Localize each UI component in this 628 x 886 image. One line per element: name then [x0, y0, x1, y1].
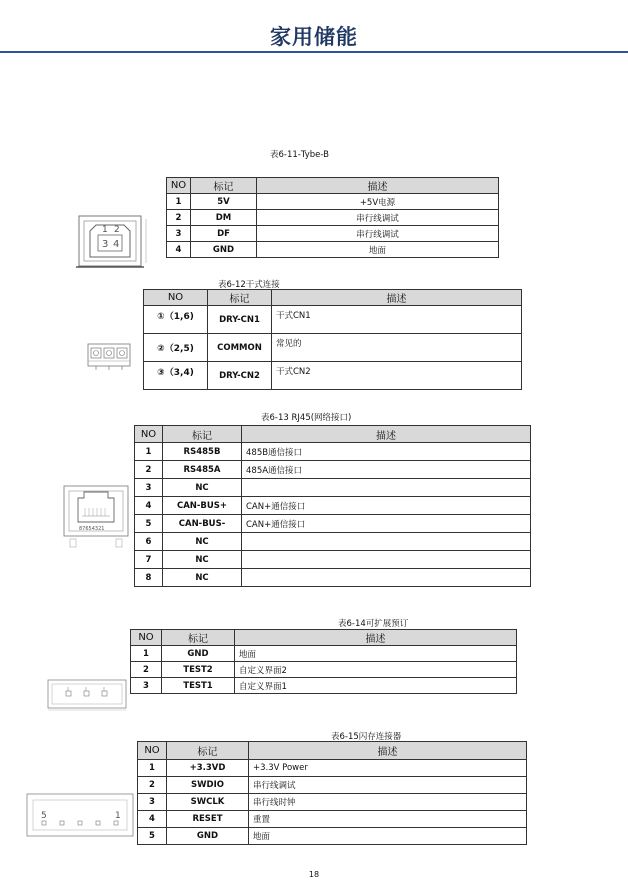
cell-no: 2 — [131, 662, 162, 678]
cell-description: CAN+通信接口 — [242, 497, 531, 515]
column-header-label: 标记 — [163, 426, 242, 443]
table-row — [144, 362, 522, 390]
cell-no: ②（2,5) — [144, 334, 208, 362]
table-row — [131, 646, 517, 662]
rj45-pin-numbers: 87654321 — [79, 526, 105, 532]
cell-label: GND — [167, 828, 249, 845]
table-row — [135, 479, 531, 497]
cell-description: 常见的 — [272, 334, 522, 362]
table-row — [138, 811, 527, 828]
usb-type-b-figure — [76, 213, 150, 271]
cell-description: 重置 — [249, 811, 527, 828]
cell-no: 5 — [135, 515, 163, 533]
table-dry-contact — [143, 289, 522, 390]
column-header-description: 描述 — [272, 290, 522, 306]
table-row — [167, 226, 499, 242]
rj45-connector-figure — [62, 484, 132, 550]
cell-description: 串行线调试 — [257, 226, 499, 242]
table-row — [135, 515, 531, 533]
column-header-no: NO — [167, 178, 191, 194]
cell-no: 3 — [167, 226, 191, 242]
page-title: 家用储能 — [270, 25, 358, 49]
cell-description: 串行线调试 — [257, 210, 499, 226]
cell-label: DF — [191, 226, 257, 242]
column-header-label: 标记 — [191, 178, 257, 194]
cell-description — [242, 479, 531, 497]
cell-label: NC — [163, 569, 242, 587]
cell-label: NC — [163, 533, 242, 551]
cell-label: RS485A — [163, 461, 242, 479]
cell-no: 2 — [167, 210, 191, 226]
header-pin-1-label: 1 — [115, 811, 121, 821]
table-row — [135, 497, 531, 515]
cell-no: 4 — [135, 497, 163, 515]
cell-description: 串行线调试 — [249, 777, 527, 794]
cell-no: 4 — [138, 811, 167, 828]
column-header-label: 标记 — [167, 742, 249, 760]
cell-label: COMMON — [208, 334, 272, 362]
cell-description: +5V电源 — [257, 194, 499, 210]
cell-no: 3 — [138, 794, 167, 811]
usb-pin-3-label: 3 — [102, 239, 109, 250]
cell-description: 自定义界面2 — [235, 662, 517, 678]
table-row — [167, 242, 499, 258]
cell-no: ①（1,6) — [144, 306, 208, 334]
table-row — [135, 461, 531, 479]
usb-pin-4-label: 4 — [113, 239, 120, 250]
cell-description — [242, 551, 531, 569]
cell-no: 3 — [131, 678, 162, 694]
table-row — [144, 334, 522, 362]
column-header-no: NO — [138, 742, 167, 760]
cell-label: TEST1 — [162, 678, 235, 694]
cell-description — [242, 533, 531, 551]
cell-label: RESET — [167, 811, 249, 828]
cell-no: 3 — [135, 479, 163, 497]
cell-description: +3.3V Power — [249, 760, 527, 777]
cell-no: 1 — [167, 194, 191, 210]
cell-no: 1 — [138, 760, 167, 777]
usb-pin-2-label: 2 — [114, 225, 120, 235]
cell-description: 自定义界面1 — [235, 678, 517, 694]
header-pin-5-label: 5 — [41, 811, 47, 821]
table-row — [131, 662, 517, 678]
usb-pin-1-label: 1 — [102, 225, 108, 235]
cell-description: 地面 — [257, 242, 499, 258]
column-header-label: 标记 — [208, 290, 272, 306]
table-row — [135, 443, 531, 461]
cell-label: NC — [163, 479, 242, 497]
table-row — [167, 194, 499, 210]
cell-label: RS485B — [163, 443, 242, 461]
table-row — [135, 551, 531, 569]
cell-label: DM — [191, 210, 257, 226]
cell-no: 2 — [138, 777, 167, 794]
cell-description: 485B通信接口 — [242, 443, 531, 461]
column-header-description: 描述 — [257, 178, 499, 194]
cell-description: CAN+通信接口 — [242, 515, 531, 533]
table-flash-connector — [137, 741, 527, 845]
cell-label: DRY-CN1 — [208, 306, 272, 334]
table-caption-6-13: 表6-13 RJ45(网络接口) — [261, 413, 352, 423]
cell-label: +3.3VD — [167, 760, 249, 777]
column-header-description: 描述 — [249, 742, 527, 760]
table-row — [138, 794, 527, 811]
column-header-no: NO — [144, 290, 208, 306]
table-row — [131, 678, 517, 694]
cell-label: NC — [163, 551, 242, 569]
cell-no: 8 — [135, 569, 163, 587]
cell-no: 1 — [131, 646, 162, 662]
five-pin-header-figure — [25, 792, 137, 840]
cell-no: 4 — [167, 242, 191, 258]
table-row — [167, 210, 499, 226]
table-row — [135, 533, 531, 551]
three-pin-header-figure — [46, 676, 130, 714]
cell-description: 地面 — [235, 646, 517, 662]
table-caption-6-14: 表6-14可扩展预订 — [338, 619, 409, 629]
column-header-label: 标记 — [162, 630, 235, 646]
cell-label: GND — [191, 242, 257, 258]
cell-description: 干式CN1 — [272, 306, 522, 334]
cell-label: TEST2 — [162, 662, 235, 678]
table-expansion — [130, 629, 517, 694]
column-header-description: 描述 — [235, 630, 517, 646]
table-caption-6-12: 表6-12干式连接 — [218, 280, 280, 290]
cell-label: GND — [162, 646, 235, 662]
cell-description: 485A通信接口 — [242, 461, 531, 479]
table-row — [144, 306, 522, 334]
table-caption-6-11: 表6-11-Tybe-B — [270, 150, 329, 160]
table-row — [138, 777, 527, 794]
cell-label: 5V — [191, 194, 257, 210]
cell-description — [242, 569, 531, 587]
cell-description: 地面 — [249, 828, 527, 845]
cell-no: 5 — [138, 828, 167, 845]
cell-label: SWCLK — [167, 794, 249, 811]
cell-label: SWDIO — [167, 777, 249, 794]
table-row — [135, 569, 531, 587]
cell-no: 6 — [135, 533, 163, 551]
table-tybe-b — [166, 177, 499, 258]
cell-label: DRY-CN2 — [208, 362, 272, 390]
cell-description: 串行线时钟 — [249, 794, 527, 811]
table-row — [138, 760, 527, 777]
column-header-no: NO — [131, 630, 162, 646]
cell-label: CAN-BUS- — [163, 515, 242, 533]
column-header-no: NO — [135, 426, 163, 443]
terminal-block-figure — [86, 340, 134, 372]
page-number: 18 — [308, 870, 320, 879]
cell-no: 7 — [135, 551, 163, 569]
cell-no: 2 — [135, 461, 163, 479]
cell-description: 干式CN2 — [272, 362, 522, 390]
table-caption-6-15: 表6-15闪存连接器 — [331, 732, 402, 742]
column-header-description: 描述 — [242, 426, 531, 443]
header-divider — [0, 51, 628, 53]
table-rj45 — [134, 425, 531, 587]
cell-no: ③（3,4) — [144, 362, 208, 390]
table-row — [138, 828, 527, 845]
cell-no: 1 — [135, 443, 163, 461]
cell-label: CAN-BUS+ — [163, 497, 242, 515]
